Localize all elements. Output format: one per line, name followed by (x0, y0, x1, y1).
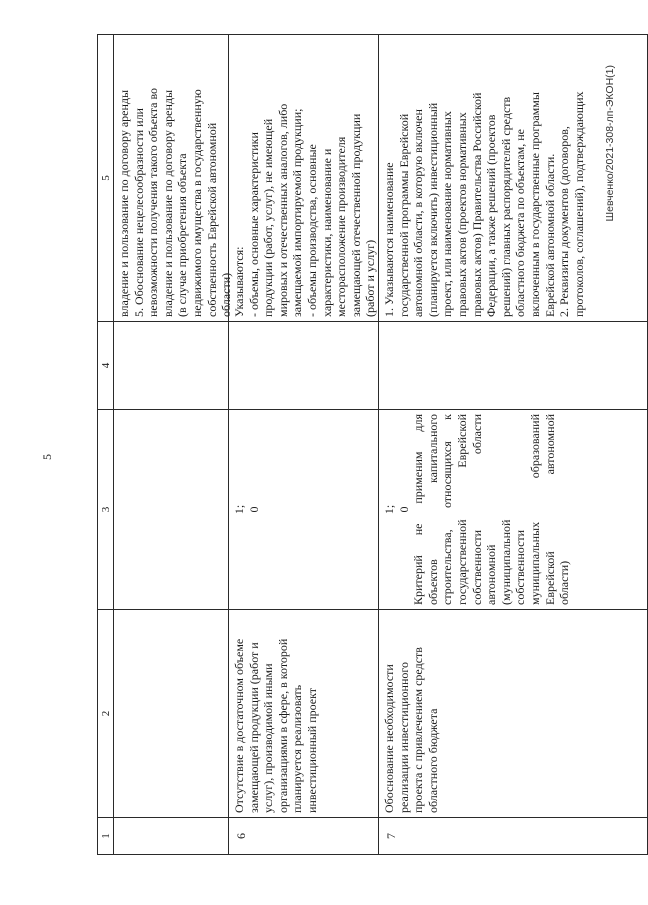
header-col-5: 5 (97, 34, 114, 322)
text-line: Обоснование необходимости (382, 664, 396, 813)
header-col-1: 1 (97, 817, 114, 855)
documents-cell (113, 34, 234, 322)
text-line: собственности области (469, 414, 484, 605)
header-col-2: 2 (97, 609, 114, 818)
text-line: 1. Указываются наименование (382, 162, 396, 317)
text-line: областного бюджета по объектам, не (513, 129, 528, 317)
weight-cell (378, 321, 648, 410)
text-line: правовых актов) Правительства Российской (469, 92, 484, 317)
text-line: (планируется включить) инвестиционный (425, 102, 440, 317)
row-number-cell (113, 817, 229, 855)
text-line: (муниципальной (498, 519, 513, 605)
text-line: организациями в сфере, в которой (275, 638, 290, 813)
text-line: владение и пользование по договору аренды (160, 89, 175, 317)
documents-cell (228, 34, 379, 322)
text-line: услуг), производимой иными (261, 663, 276, 813)
document-code: Шевченко/2021-308-лп-ЭКОН(1) (604, 65, 616, 222)
text-line: государственной Еврейской (454, 414, 469, 605)
header-col-4: 4 (97, 321, 114, 410)
text-line: (работ и услуг) (363, 239, 378, 317)
text-line: продукции (работ, услуг), не имеющей (261, 118, 276, 317)
text-line: месторасположение производителя (334, 136, 349, 317)
score-values (382, 414, 411, 605)
text-line: замещаемой импортируемой продукции; (290, 108, 305, 317)
text-line: объектов капитального (425, 414, 440, 605)
text-line: владение и пользование по договору аренды (117, 89, 131, 317)
text-line: автономной (484, 544, 499, 605)
text-line: областного бюджета (425, 708, 440, 813)
text-line: Критерий не применим для (411, 414, 426, 605)
score-values (232, 414, 261, 605)
row-number-cell: 7 (378, 817, 648, 855)
criterion-cell (228, 609, 379, 818)
score-note (411, 414, 572, 605)
text-line: строительства, относящихся к (440, 414, 455, 605)
text-line: реализации инвестиционного (396, 661, 411, 813)
weight-cell (228, 321, 379, 410)
text-line: Отсутствие в достаточном объеме (232, 638, 246, 813)
text-line: 0 (246, 506, 261, 513)
text-line: Указываются: (232, 246, 246, 317)
text-line: протоколов, соглашений), подтверждающих (571, 91, 586, 317)
text-line: Еврейской автономной (542, 414, 557, 605)
text-line: 1; (232, 504, 246, 515)
text-line: решений) главных распорядителей средств (498, 96, 513, 317)
score-cell (378, 409, 648, 610)
criterion-cell (113, 609, 229, 818)
text-line: замещающей отечественной продукции (348, 113, 363, 317)
text-line: включенным в государственные программы (527, 92, 542, 317)
text-line: правовых актов (проектов нормативных (454, 112, 469, 317)
text-line: (в случае приобретения объекта (175, 153, 190, 317)
weight-cell (113, 321, 229, 410)
text-line: собственность Еврейской автономной (204, 122, 219, 317)
text-line: недвижимого имущества в государственную (189, 89, 204, 317)
score-cell (228, 409, 379, 610)
header-col-3: 3 (97, 409, 114, 610)
text-line: муниципальных образований (527, 414, 542, 605)
text-line: 2. Реквизиты документов (договоров, (557, 126, 572, 317)
text-line: характеристики, наименование и (319, 148, 334, 317)
page-number: 5 (40, 454, 54, 460)
text-line: Федерации, а также решений (проектов (484, 114, 499, 317)
text-line: планируется реализовать (290, 684, 305, 813)
text-line: области) (557, 560, 572, 605)
criterion-cell (378, 609, 648, 818)
text-line: мировых и отечественных аналогов, либо (275, 103, 290, 317)
text-line: 0 (396, 506, 411, 513)
text-line: замещающей продукции (работ и (246, 642, 261, 813)
text-line: проекта с привлечением средств (411, 647, 426, 813)
row-number-cell: 6 (228, 817, 379, 855)
text-line: невозможности получения такого объекта во (146, 87, 161, 317)
text-line: проект, или наименование нормативных (440, 111, 455, 317)
text-line: - объемы, основные характеристики (246, 132, 261, 317)
text-line: 5. Обоснование нецелесообразности или (131, 108, 146, 317)
text-line: собственности (513, 529, 528, 605)
text-line: 1; (382, 504, 396, 515)
text-line: - объемы производства, основные (304, 144, 319, 317)
text-line: инвестиционный проект (304, 687, 319, 813)
text-line: государственной программы Еврейской (396, 113, 411, 317)
text-line: Еврейской автономной области. (542, 153, 557, 317)
text-line: автономной области, в которую включен (411, 109, 426, 317)
text-line: области) (219, 272, 234, 317)
score-cell (113, 409, 229, 610)
